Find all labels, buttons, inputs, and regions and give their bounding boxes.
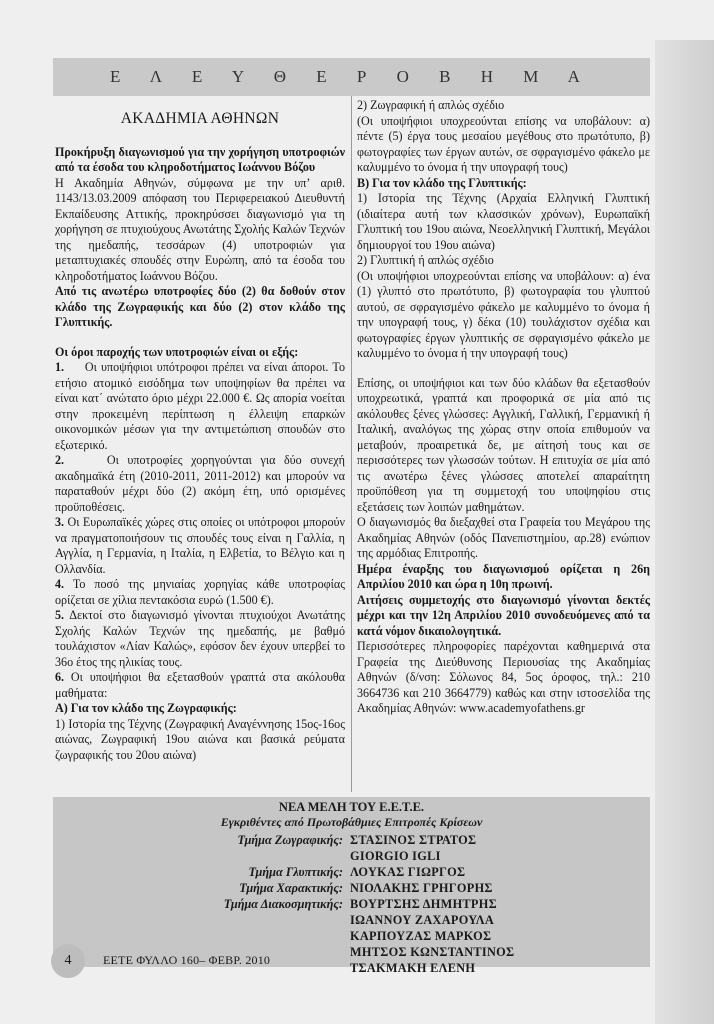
sculpture-item-2: 2) Γλυπτική ή απλώς σχέδιο	[357, 253, 494, 267]
member-department: Τμήμα Ζωγραφικής:	[237, 833, 343, 847]
terms-heading: Οι όροι παροχής των υποτροφιών είναι οι εξής:	[55, 344, 299, 359]
languages-paragraph: Επίσης, οι υποψήφιοι και των δύο κλάδων θα εξετασθούν υποχρεωτικά, γραπτά και προφορικά σε μία από τις ακόλουθες ξένες γλώσσες: Αγγλική, Γαλλική, Γερμανική ή Ιταλική, αναλόγως της χώρας στην οποία επιθυμούν να μεταβούν, προαιρετικά δε, με αίτησή τους και σε περισσότερες των γλωσσών τούτων. Η επιτυχία σε μία από τις ανωτέρω ξένες γλώσσες αποτελεί απαραίτητη προϋπόθεση για τη συμμετοχή του υποψηφίου στις εξετάσεις των λοιπών μαθημάτων.	[357, 375, 650, 514]
info-paragraph: Περισσότερες πληροφορίες παρέχονται καθημερινά στα Γραφεία της Διεύθυνσης Περιουσίας της Ακαδημίας Αθηνών (δ/νση: Σόλωνος 84, 5ος όροφος, τηλ.: 210 3664736 και 210 3664779) καθώς και στην ιστοσελίδα της Ακαδημίας Αθηνών: www.academyofathens.gr	[357, 639, 650, 715]
sculpture-item-2-note: (Οι υποψήφιοι υποχρεούνται επίσης να υποβάλουν: α) ένα (1) γλυπτό στο πρωτότυπο, β) φωτογραφία του γλυπτού αυτού, σε σφραγισμένο φάκελο με καλυμμένο το όνομα ή την υπογραφή τους, γ) δέκα (10) τουλάχιστον σχέδια και φωτογραφίες έργων γλυπτικής σε σφραγισμένο φάκελο με καλυμμένο το όνομα ή την υπογραφή τους)	[357, 268, 650, 360]
sculpture-heading: Β) Για τον κλάδο της Γλυπτικής:	[357, 175, 527, 190]
member-name: ΣΤΑΣΙΝΟΣ ΣΤΡΑΤΟΣ	[350, 833, 477, 847]
member-name: ΚΑΡΠΟΥΖΑΣ ΜΑΡΚΟΣ	[350, 929, 492, 943]
term-number: 1.	[55, 360, 65, 374]
term-text: Οι υποψήφιοι θα εξετασθούν γραπτά στα ακόλουθα μαθήματα:	[55, 670, 346, 700]
term-item	[55, 453, 345, 515]
page-number: 4	[64, 953, 72, 968]
term-item	[55, 577, 345, 608]
term-item	[55, 670, 345, 701]
member-row	[53, 929, 650, 944]
member-row	[53, 897, 650, 912]
member-department: Τμήμα Διακοσμητικής:	[223, 897, 343, 911]
term-text: Οι υποψήφιοι υπότροφοι πρέπει να είναι άποροι. Το ετήσιο ατομικό εισόδημα των υποψηφίων θα πρέπει να είναι κατ΄ ανώτατο όριο μέχρι 22.000 €. Ως απορία νοείται στην προκειμένη περίπτωση η έλλειψη επαρκών οικονομικών μέσων για την αντιμετώπιση σπουδών στο εξωτερικό.	[55, 360, 345, 452]
applications-deadline: Αιτήσεις συμμετοχής στο διαγωνισμό γίνονται δεκτές μέχρι και την 12η Απριλίου 2010 συνοδευόμενες από τα κατά νόμον δικαιολογητικά.	[357, 592, 650, 638]
term-number: 4.	[55, 577, 65, 591]
intro-bold-2: Από τις ανωτέρω υποτροφίες δύο (2) θα δοθούν στον κλάδο της Ζωγραφικής και δύο (2) στον κλάδο της Γλυπτικής.	[55, 284, 345, 329]
intro-bold: Προκήρυξη διαγωνισμού για την χορήγηση υποτροφιών από τα έσοδα του κληροδοτήματος Ιωάννου Βόζου	[55, 144, 345, 174]
term-text: Δεκτοί στο διαγωνισμό γίνονται πτυχιούχοι Ανωτάτης Σχολής Καλών Τεχνών της ημεδαπής, με βαθμό τουλάχιστον «Λίαν Καλώς», εφόσον δεν έχουν υπερβεί το 36ο έτος της ηλικίας τους.	[55, 608, 346, 669]
term-number: 3.	[55, 515, 65, 529]
member-name: GIORGIO IGLI	[350, 849, 441, 863]
member-name: ΝΙΟΛΑΚΗΣ ΓΡΗΓΟΡΗΣ	[350, 881, 493, 895]
intro-text: Η Ακαδημία Αθηνών, σύμφωνα με την υπ’ αριθ. 1143/13.03.2009 απόφαση του Περιφερειακού Διευθυντή Εκπαίδευσης Αττικής, προκηρύσσει διαγωνισμό για τη χορήγηση σε πτυχιούχους Ανωτάτης Σχολής Καλών Τεχνών της ημεδαπής, τεσσάρων (4) υποτροφιών για μεταπτυχιακές σπουδές στην Ευρώπη, από τα έσοδα του κληροδοτήματος Ιωάννου Βόζου.	[55, 175, 345, 283]
term-item	[55, 515, 345, 577]
painting-item-1: 1) Ιστορία της Τέχνης (Ζωγραφική Αναγέννησης 15ος-16ος αιώνας, Ζωγραφική 19ου αιώνα και βασικά ρεύματα ζωγραφικής του 20ου αιώνα)	[55, 716, 345, 762]
start-date: Ημέρα έναρξης του διαγωνισμού ορίζεται η 26η Απριλίου 2010 και ώρα η 10η πρωινή.	[357, 561, 650, 591]
page-edge-shadow	[655, 40, 714, 1024]
member-row	[53, 881, 650, 896]
term-number: 5.	[55, 608, 65, 622]
term-number: 6.	[55, 670, 65, 684]
article-heading: ΑΚΑΔΗΜΙΑ ΑΘΗΝΩΝ	[120, 110, 280, 127]
new-members-box	[53, 797, 650, 975]
term-item	[55, 608, 345, 670]
member-name: ΙΩΑΝΝΟΥ ΖΑΧΑΡΟΥΛΑ	[350, 913, 495, 927]
term-number: 2.	[55, 453, 65, 467]
article-column-left	[55, 96, 352, 792]
member-department: Τμήμα Γλυπτικής:	[248, 865, 343, 879]
term-text: Το ποσό της μηνιαίας χορηγίας κάθε υποτροφίας ορίζεται σε χίλια πεντακόσια ευρώ (1.500 €).	[55, 577, 345, 607]
member-department: Τμήμα Χαρακτικής:	[239, 881, 343, 895]
member-row	[53, 849, 650, 864]
term-item	[55, 360, 345, 453]
banner-title: Ε Λ Ε Υ Θ Ε Ρ Ο Β Η Μ Α	[110, 67, 593, 86]
venue-paragraph: Ο διαγωνισμός θα διεξαχθεί στα Γραφεία του Μεγάρου της Ακαδημίας Αθηνών (οδός Πανεπιστημίου, αρ.28) ενώπιον της αρμόδιας Επιτροπής.	[357, 515, 650, 560]
term-text: Οι υποτροφίες χορηγούνται για δύο συνεχή ακαδημαϊκά έτη (2010-2011, 2011-2012) και μπορούν να παραταθούν μέχρι δύο (2) ακόμη έτη, υπό ορισμένες προϋποθέσεις.	[55, 453, 345, 514]
painting-heading: Α) Για τον κλάδο της Ζωγραφικής:	[55, 701, 237, 715]
page-number-badge	[51, 944, 85, 978]
newspaper-banner	[53, 58, 650, 96]
footer-publication: ΕΕΤΕ ΦΥΛΛΟ 160– ΦΕΒΡ. 2010	[103, 953, 271, 967]
member-row	[53, 865, 650, 880]
member-name: ΒΟΥΡΤΣΗΣ ΔΗΜΗΤΡΗΣ	[350, 897, 497, 911]
term-text: Οι Ευρωπαϊκές χώρες στις οποίες οι υπότροφοι μπορούν να πραγματοποιήσουν τις σπουδές τους είναι η Γαλλία, η Αγγλία, η Γερμανία, η Ιταλία, η Ελβετία, το Βέλγιο και η Ολλανδία.	[55, 515, 345, 576]
article-column-right	[357, 96, 650, 794]
sculpture-item-1: 1) Ιστορία της Τέχνης (Αρχαία Ελληνική Γλυπτική (ιδιαίτερα αυτή των κλασσικών χρόνων), Ευρωπαϊκή Γλυπτική του 19ου αιώνα, Νεοελληνική Γλυπτική, Μεγάλοι δημιουργοί του 19ου αιώνα)	[357, 191, 650, 252]
painting-item-2: 2) Ζωγραφική ή απλώς σχέδιο	[357, 98, 505, 112]
members-title: ΝΕΑ ΜΕΛΗ ΤΟΥ Ε.Ε.Τ.Ε.	[278, 800, 425, 814]
painting-item-2-note: (Οι υποψήφιοι υποχρεούνται επίσης να υποβάλουν: α) πέντε (5) έργα τους μεσαίου μεγέθους στο πρωτότυπο, β) φωτογραφίες των έργων αυτών, σε σφραγισμένο φάκελο με καλυμμένο το όνομα ή την υπογραφή τους)	[357, 113, 650, 174]
member-name: ΛΟΥΚΑΣ ΓΙΩΡΓΟΣ	[350, 865, 466, 879]
member-name: ΜΗΤΣΟΣ ΚΩΝΣΤΑΝΤΙΝΟΣ	[350, 945, 515, 959]
member-row	[53, 913, 650, 928]
member-name: ΤΣΑΚΜΑΚΗ ΕΛΕΝΗ	[350, 961, 476, 975]
member-row	[53, 833, 650, 848]
members-subtitle: Εγκριθέντες από Πρωτοβάθμιες Επιτροπές Κρίσεων	[220, 815, 483, 829]
